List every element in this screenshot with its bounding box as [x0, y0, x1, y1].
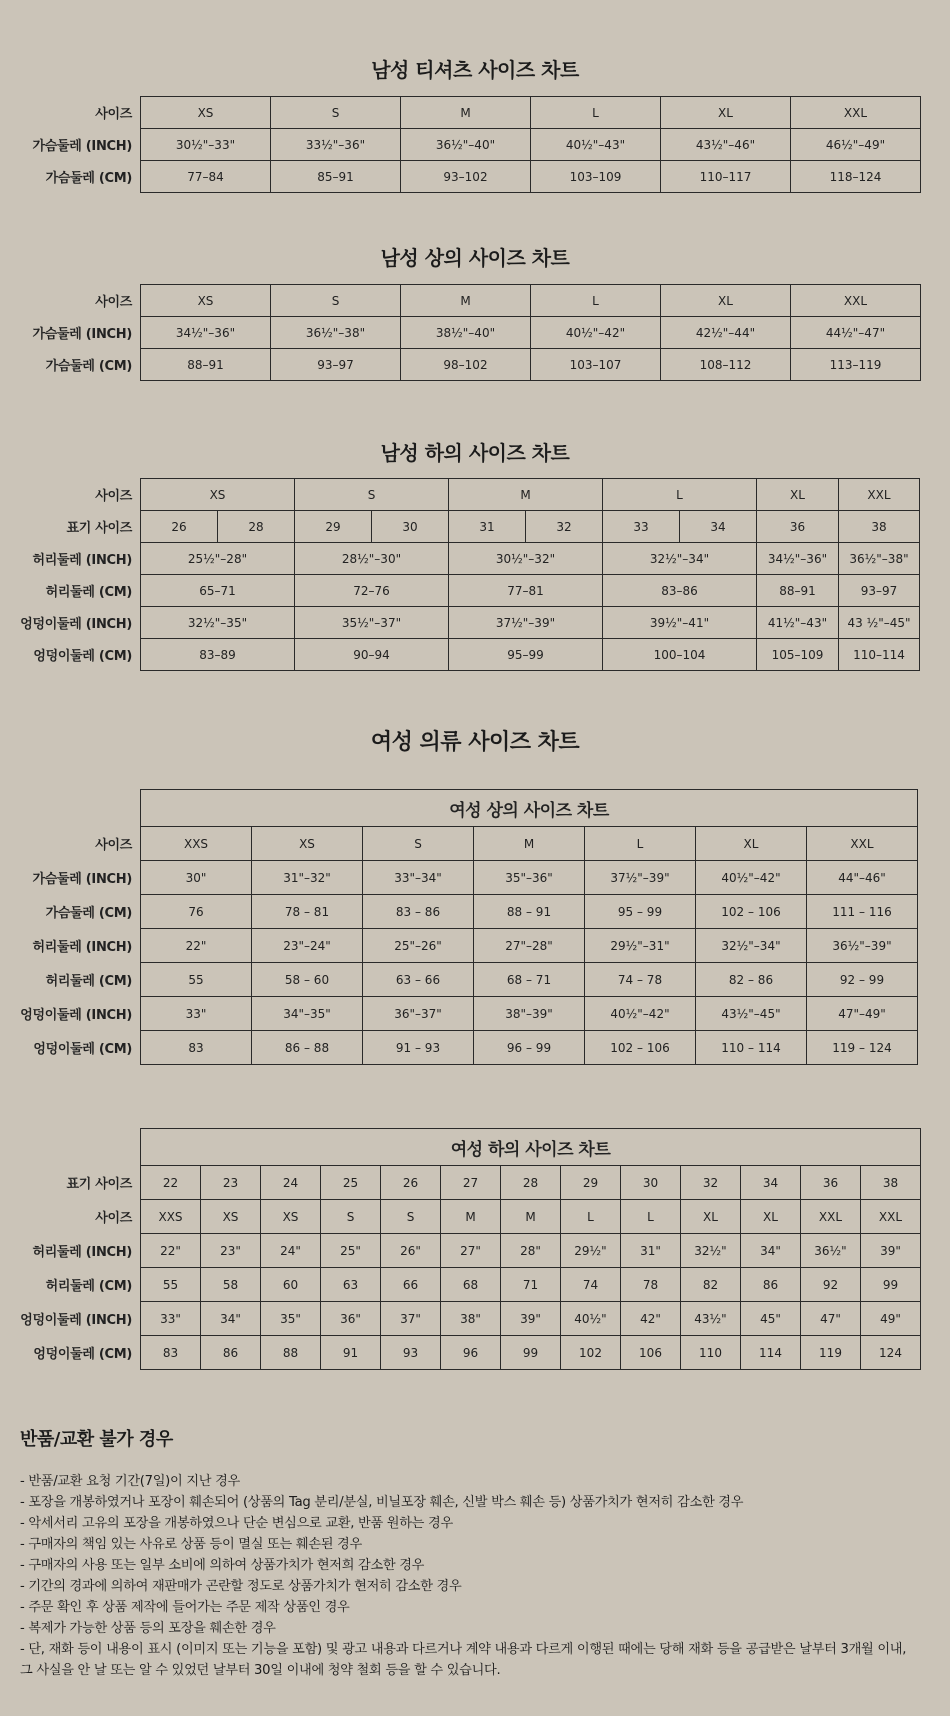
table-cell: XL	[696, 827, 807, 861]
row-label: 엉덩이둘레 (INCH)	[20, 1008, 132, 1023]
table-row	[0, 511, 920, 543]
table-cell: 40½"–42"	[531, 317, 661, 349]
table-cell: 28	[218, 511, 295, 543]
table-cell: 41½"–43"	[757, 607, 839, 639]
table-cell: 27	[441, 1166, 501, 1200]
table-cell: 92	[801, 1268, 861, 1302]
table-row	[0, 543, 920, 575]
table-cell: 34½"–36"	[141, 317, 271, 349]
table-cell: 36½"–38"	[271, 317, 401, 349]
table-cell: XS	[261, 1200, 321, 1234]
table-cell: XS	[141, 97, 271, 129]
table-cell: 38	[839, 511, 920, 543]
table-cell: L	[561, 1200, 621, 1234]
row-label: 엉덩이둘레 (CM)	[33, 1347, 132, 1362]
table-cell: S	[271, 97, 401, 129]
table-cell: 34"	[741, 1234, 801, 1268]
table-cell: 92 – 99	[807, 963, 918, 997]
table-cell: 30	[372, 511, 449, 543]
table-cell: 36	[801, 1166, 861, 1200]
table-cell: 108–112	[661, 349, 791, 381]
table-cell: 38½"–40"	[401, 317, 531, 349]
men-top-title: 남성 상의 사이즈 차트	[380, 246, 570, 270]
table-cell: 111 – 116	[807, 895, 918, 929]
inner-table-title: 여성 상의 사이즈 차트	[141, 790, 918, 827]
row-label: 허리둘레 (CM)	[45, 974, 132, 989]
table-cell: 82	[681, 1268, 741, 1302]
table-cell: XL	[661, 97, 791, 129]
table-cell: 33"–34"	[363, 861, 474, 895]
table-cell: 34½"–36"	[757, 543, 839, 575]
table-cell: S	[295, 479, 449, 511]
table-cell: 32½"–34"	[696, 929, 807, 963]
table-cell: XXS	[141, 827, 252, 861]
row-label: 사이즈	[95, 1211, 132, 1226]
table-cell: 35"	[261, 1302, 321, 1336]
table-cell: XL	[757, 479, 839, 511]
table-cell: XL	[661, 285, 791, 317]
table-cell: 28½"–30"	[295, 543, 449, 575]
table-cell: 106	[621, 1336, 681, 1370]
table-cell: 88	[261, 1336, 321, 1370]
row-label: 허리둘레 (CM)	[45, 585, 132, 600]
table-cell: 77–81	[449, 575, 603, 607]
table-cell: 37½"–39"	[449, 607, 603, 639]
table-cell: 76	[141, 895, 252, 929]
table-cell: 43½"	[681, 1302, 741, 1336]
table-cell: 93–97	[839, 575, 920, 607]
table-cell: 22"	[141, 929, 252, 963]
row-label: 가슴둘레 (INCH)	[32, 139, 132, 154]
table-cell: 23"–24"	[252, 929, 363, 963]
table-row	[0, 1200, 921, 1234]
table-cell: XS	[141, 285, 271, 317]
table-cell: 36"–37"	[363, 997, 474, 1031]
table-cell: 42½"–44"	[661, 317, 791, 349]
table-cell: 60	[261, 1268, 321, 1302]
table-cell: 24"	[261, 1234, 321, 1268]
table-cell: 27"–28"	[474, 929, 585, 963]
table-cell: 66	[381, 1268, 441, 1302]
table-cell: 29½"	[561, 1234, 621, 1268]
table-cell: 36½"–40"	[401, 129, 531, 161]
table-cell: 36½"	[801, 1234, 861, 1268]
row-label: 가슴둘레 (CM)	[45, 359, 132, 374]
table-cell: 39"	[501, 1302, 561, 1336]
table-cell: 36	[757, 511, 839, 543]
table-cell: XXL	[791, 97, 921, 129]
table-cell: 49"	[861, 1302, 921, 1336]
table-row	[0, 97, 921, 129]
table-cell: 25	[321, 1166, 381, 1200]
table-title-row	[0, 1129, 921, 1166]
table-cell: 34"–35"	[252, 997, 363, 1031]
table-cell: 55	[141, 963, 252, 997]
table-cell: 37½"–39"	[585, 861, 696, 895]
table-cell: 22	[141, 1166, 201, 1200]
table-cell: 102 – 106	[696, 895, 807, 929]
notice-list	[20, 1471, 935, 1681]
table-row	[0, 479, 920, 511]
table-cell: XL	[681, 1200, 741, 1234]
row-label: 허리둘레 (INCH)	[32, 940, 132, 955]
table-row	[0, 827, 918, 861]
table-cell: 24	[261, 1166, 321, 1200]
women-bottom-table-wrap	[0, 1128, 921, 1370]
table-cell: 40½"	[561, 1302, 621, 1336]
table-cell: 25½"–28"	[141, 543, 295, 575]
table-cell: 37"	[381, 1302, 441, 1336]
table-cell: 25"	[321, 1234, 381, 1268]
table-row	[0, 929, 918, 963]
table-cell: 33	[603, 511, 680, 543]
table-cell: 36½"–39"	[807, 929, 918, 963]
table-cell: 26	[141, 511, 218, 543]
table-cell: S	[381, 1200, 441, 1234]
notice-item: - 단, 재화 등이 내용이 표시 (이미지 또는 기능을 포함) 및 광고 내용과 다르거나 계약 내용과 다르게 이행된 때에는 당해 재화 등을 공급받은 날부터 3개월 이내,	[20, 1642, 907, 1657]
table-row	[0, 349, 921, 381]
men-top-table-wrap	[0, 284, 921, 381]
table-cell: 83–89	[141, 639, 295, 671]
table-cell: L	[621, 1200, 681, 1234]
table-cell: 45"	[741, 1302, 801, 1336]
table-cell: XS	[141, 479, 295, 511]
spacer	[0, 1129, 141, 1166]
table-cell: 86	[741, 1268, 801, 1302]
table-cell: 68 – 71	[474, 963, 585, 997]
table-cell: 110–114	[839, 639, 920, 671]
table-cell: 23	[201, 1166, 261, 1200]
table-cell: 40½"–43"	[531, 129, 661, 161]
row-label: 허리둘레 (INCH)	[32, 1245, 132, 1260]
table-cell: 63	[321, 1268, 381, 1302]
table-cell: 31	[449, 511, 526, 543]
table-cell: 33"	[141, 997, 252, 1031]
men-bottom-title: 남성 하의 사이즈 차트	[380, 441, 570, 465]
table-cell: 83–86	[603, 575, 757, 607]
table-cell: 46½"–49"	[791, 129, 921, 161]
table-row	[0, 317, 921, 349]
table-cell: 110–117	[661, 161, 791, 193]
table-cell: 40½"–42"	[696, 861, 807, 895]
table-cell: 93	[381, 1336, 441, 1370]
table-cell: 28"	[501, 1234, 561, 1268]
women-top-table-wrap	[0, 789, 918, 1065]
row-label: 엉덩이둘레 (INCH)	[20, 617, 132, 632]
table-cell: 113–119	[791, 349, 921, 381]
men-top-table	[0, 284, 921, 381]
table-cell: 32½"	[681, 1234, 741, 1268]
table-cell: 65–71	[141, 575, 295, 607]
table-cell: 124	[861, 1336, 921, 1370]
table-cell: 33½"–36"	[271, 129, 401, 161]
notice-title: 반품/교환 불가 경우	[20, 1429, 173, 1450]
table-cell: 43 ½"–45"	[839, 607, 920, 639]
table-cell: 40½"–42"	[585, 997, 696, 1031]
table-cell: 88–91	[141, 349, 271, 381]
women-top-table	[0, 789, 918, 1065]
table-cell: 71	[501, 1268, 561, 1302]
table-cell: 118–124	[791, 161, 921, 193]
table-cell: 102	[561, 1336, 621, 1370]
table-row	[0, 607, 920, 639]
table-cell: L	[531, 285, 661, 317]
table-cell: 88 – 91	[474, 895, 585, 929]
notice-item: - 기간의 경과에 의하여 재판매가 곤란할 정도로 상품가치가 현저히 감소한 경우	[20, 1579, 462, 1594]
table-cell: 91 – 93	[363, 1031, 474, 1065]
table-cell: 93–97	[271, 349, 401, 381]
return-exchange-notice	[20, 1425, 935, 1681]
row-label: 가슴둘레 (INCH)	[32, 327, 132, 342]
table-cell: 74	[561, 1268, 621, 1302]
table-cell: 95–99	[449, 639, 603, 671]
table-cell: XS	[252, 827, 363, 861]
table-row	[0, 285, 921, 317]
table-cell: 44½"–47"	[791, 317, 921, 349]
table-cell: XXL	[791, 285, 921, 317]
table-cell: 83	[141, 1336, 201, 1370]
table-cell: S	[321, 1200, 381, 1234]
notice-item: 그 사실을 안 날 또는 알 수 있었던 날부터 30일 이내에 청약 철회 등을 할 수 있습니다.	[20, 1663, 501, 1678]
table-cell: 95 – 99	[585, 895, 696, 929]
table-cell: XS	[201, 1200, 261, 1234]
row-label: 사이즈	[95, 838, 132, 853]
row-label: 사이즈	[95, 107, 132, 122]
row-label: 엉덩이둘레 (CM)	[33, 1042, 132, 1057]
table-cell: XXS	[141, 1200, 201, 1234]
table-cell: 28	[501, 1166, 561, 1200]
table-cell: 30	[621, 1166, 681, 1200]
table-cell: 77–84	[141, 161, 271, 193]
table-cell: 27"	[441, 1234, 501, 1268]
table-cell: 99	[501, 1336, 561, 1370]
table-cell: 85–91	[271, 161, 401, 193]
women-clothing-title: 여성 의류 사이즈 차트	[370, 730, 580, 755]
table-cell: 26"	[381, 1234, 441, 1268]
table-cell: 103–107	[531, 349, 661, 381]
table-cell: 22"	[141, 1234, 201, 1268]
table-cell: 33"	[141, 1302, 201, 1336]
table-cell: 72–76	[295, 575, 449, 607]
table-cell: S	[271, 285, 401, 317]
table-cell: 74 – 78	[585, 963, 696, 997]
table-cell: 91	[321, 1336, 381, 1370]
table-cell: 103–109	[531, 161, 661, 193]
table-cell: 34	[741, 1166, 801, 1200]
table-cell: M	[401, 285, 531, 317]
table-cell: 34	[680, 511, 757, 543]
table-cell: S	[363, 827, 474, 861]
table-cell: 90–94	[295, 639, 449, 671]
table-row	[0, 963, 918, 997]
table-cell: M	[474, 827, 585, 861]
table-cell: 30½"–33"	[141, 129, 271, 161]
table-row	[0, 161, 921, 193]
table-cell: XXL	[807, 827, 918, 861]
row-label: 허리둘레 (INCH)	[32, 553, 132, 568]
table-cell: 30½"–32"	[449, 543, 603, 575]
table-cell: 32½"–35"	[141, 607, 295, 639]
table-cell: XXL	[861, 1200, 921, 1234]
table-cell: 42"	[621, 1302, 681, 1336]
table-cell: 119 – 124	[807, 1031, 918, 1065]
table-cell: 39½"–41"	[603, 607, 757, 639]
table-cell: 63 – 66	[363, 963, 474, 997]
table-cell: 83 – 86	[363, 895, 474, 929]
table-cell: 31"	[621, 1234, 681, 1268]
table-cell: 43½"–46"	[661, 129, 791, 161]
table-cell: 36"	[321, 1302, 381, 1336]
table-row	[0, 997, 918, 1031]
table-cell: 47"–49"	[807, 997, 918, 1031]
notice-item: - 구매자의 사용 또는 일부 소비에 의하여 상품가치가 현저희 감소한 경우	[20, 1558, 425, 1573]
row-label: 엉덩이둘레 (CM)	[33, 649, 132, 664]
men-tshirt-table	[0, 96, 921, 193]
table-cell: 58	[201, 1268, 261, 1302]
notice-item: - 반품/교환 요청 기간(7일)이 지난 경우	[20, 1474, 240, 1489]
table-cell: XL	[741, 1200, 801, 1234]
notice-item: - 포장을 개봉하였거나 포장이 훼손되어 (상품의 Tag 분리/분실, 비닐포장 훼손, 신발 박스 훼손 등) 상품가치가 현저히 감소한 경우	[20, 1495, 744, 1510]
table-cell: 30"	[141, 861, 252, 895]
men-bottom-table	[0, 478, 920, 671]
inner-table-title: 여성 하의 사이즈 차트	[141, 1129, 921, 1166]
table-cell: 86 – 88	[252, 1031, 363, 1065]
table-cell: 99	[861, 1268, 921, 1302]
table-row	[0, 1302, 921, 1336]
table-row	[0, 895, 918, 929]
row-label: 허리둘레 (CM)	[45, 1279, 132, 1294]
table-cell: 68	[441, 1268, 501, 1302]
table-cell: 78 – 81	[252, 895, 363, 929]
table-title-row	[0, 790, 918, 827]
table-cell: 43½"–45"	[696, 997, 807, 1031]
table-cell: 78	[621, 1268, 681, 1302]
table-cell: 39"	[861, 1234, 921, 1268]
notice-item: - 악세서리 고유의 포장을 개봉하였으나 단순 변심으로 교환, 반품 원하는 경우	[20, 1516, 453, 1531]
row-label: 엉덩이둘레 (INCH)	[20, 1313, 132, 1328]
table-row	[0, 1268, 921, 1302]
notice-item: - 복제가 가능한 상품 등의 포장을 훼손한 경우	[20, 1621, 276, 1636]
notice-item: - 구매자의 책임 있는 사유로 상품 등이 멸실 또는 훼손된 경우	[20, 1537, 362, 1552]
table-cell: 88–91	[757, 575, 839, 607]
table-cell: 38	[861, 1166, 921, 1200]
table-cell: 36½"–38"	[839, 543, 920, 575]
table-cell: 47"	[801, 1302, 861, 1336]
table-cell: 83	[141, 1031, 252, 1065]
table-cell: M	[449, 479, 603, 511]
table-cell: M	[401, 97, 531, 129]
row-label: 사이즈	[95, 295, 132, 310]
table-row	[0, 861, 918, 895]
table-cell: 110 – 114	[696, 1031, 807, 1065]
table-cell: 58 – 60	[252, 963, 363, 997]
table-cell: 55	[141, 1268, 201, 1302]
table-cell: 23"	[201, 1234, 261, 1268]
table-cell: 96	[441, 1336, 501, 1370]
men-bottom-table-wrap	[0, 478, 920, 671]
table-row	[0, 639, 920, 671]
table-cell: 82 – 86	[696, 963, 807, 997]
table-cell: 96 – 99	[474, 1031, 585, 1065]
row-label: 가슴둘레 (CM)	[45, 906, 132, 921]
table-cell: 29	[561, 1166, 621, 1200]
men-tshirt-title: 남성 티셔츠 사이즈 차트	[371, 58, 579, 82]
table-cell: 105–109	[757, 639, 839, 671]
table-cell: 25"–26"	[363, 929, 474, 963]
table-cell: 38"–39"	[474, 997, 585, 1031]
table-cell: 100–104	[603, 639, 757, 671]
table-cell: 114	[741, 1336, 801, 1370]
table-cell: 98–102	[401, 349, 531, 381]
men-tshirt-table-wrap	[0, 96, 921, 193]
table-row	[0, 1234, 921, 1268]
table-cell: 32	[526, 511, 603, 543]
table-row	[0, 1031, 918, 1065]
notice-item: - 주문 확인 후 상품 제작에 들어가는 주문 제작 상품인 경우	[20, 1600, 350, 1615]
table-cell: 32½"–34"	[603, 543, 757, 575]
spacer	[0, 790, 141, 827]
row-label: 표기 사이즈	[66, 521, 132, 536]
table-cell: 35"–36"	[474, 861, 585, 895]
table-cell: 34"	[201, 1302, 261, 1336]
row-label: 표기 사이즈	[66, 1177, 132, 1192]
table-cell: 26	[381, 1166, 441, 1200]
table-cell: L	[603, 479, 757, 511]
table-cell: 35½"–37"	[295, 607, 449, 639]
table-cell: 102 – 106	[585, 1031, 696, 1065]
table-cell: M	[501, 1200, 561, 1234]
table-cell: XXL	[839, 479, 920, 511]
women-bottom-table	[0, 1128, 921, 1370]
table-cell: XXL	[801, 1200, 861, 1234]
table-cell: 29	[295, 511, 372, 543]
table-cell: 44"–46"	[807, 861, 918, 895]
table-row	[0, 129, 921, 161]
table-cell: 38"	[441, 1302, 501, 1336]
table-row	[0, 1336, 921, 1370]
row-label: 사이즈	[95, 489, 132, 504]
table-cell: L	[531, 97, 661, 129]
table-cell: 31"–32"	[252, 861, 363, 895]
table-cell: 110	[681, 1336, 741, 1370]
row-label: 가슴둘레 (INCH)	[32, 872, 132, 887]
table-cell: 119	[801, 1336, 861, 1370]
table-row	[0, 575, 920, 607]
row-label: 가슴둘레 (CM)	[45, 171, 132, 186]
table-cell: 86	[201, 1336, 261, 1370]
table-row	[0, 1166, 921, 1200]
table-cell: 93–102	[401, 161, 531, 193]
table-cell: 29½"–31"	[585, 929, 696, 963]
table-cell: 32	[681, 1166, 741, 1200]
table-cell: L	[585, 827, 696, 861]
table-cell: M	[441, 1200, 501, 1234]
